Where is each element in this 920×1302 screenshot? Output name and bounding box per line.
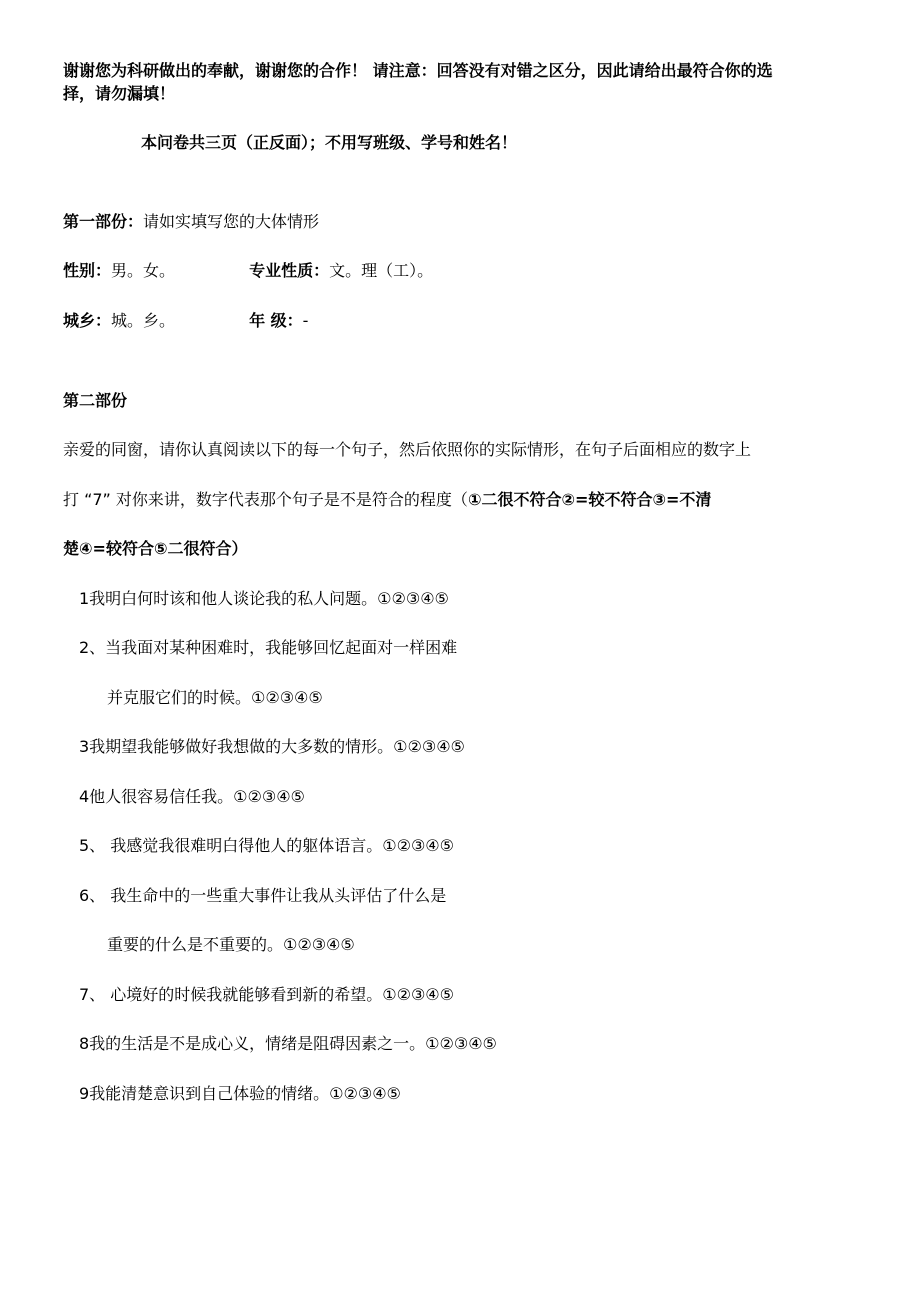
region-options[interactable]: 城。乡。 (111, 311, 176, 330)
major-field (249, 261, 433, 280)
gender-options[interactable]: 男。女。 (111, 261, 176, 280)
part2-instruction-3: 楚④=较符合⑤二很符合） (63, 539, 248, 558)
intro-line-2: 择，请勿漏填！ (63, 84, 176, 103)
part2-instruction-1: 亲爱的同窗，请你认真阅读以下的每一个句子，然后依照你的实际情形，在句子后面相应的数字上 (63, 440, 752, 459)
question-8[interactable]: 8我的生活是不是成心义，情绪是阻碍因素之一。①②③④⑤ (79, 1034, 497, 1053)
region-grade-row (63, 310, 308, 332)
grade-value[interactable]: - (302, 311, 309, 330)
region-field (63, 310, 244, 332)
question-6[interactable]: 6、 我生命中的一些重大事件让我从头评估了什么是 (79, 886, 447, 905)
gender-label: 性别： (63, 261, 112, 280)
gender-field (63, 260, 244, 282)
question-2[interactable]: 2、当我面对某种困难时，我能够回忆起面对一样困难 (79, 638, 458, 657)
question-9[interactable]: 9我能清楚意识到自己体验的情绪。①②③④⑤ (79, 1084, 401, 1103)
part1-title (63, 211, 319, 233)
question-2-continued[interactable]: 并克服它们的时候。①②③④⑤ (107, 688, 323, 707)
question-1[interactable]: 1我明白何时该和他人谈论我的私人问题。①②③④⑤ (79, 589, 449, 608)
part2-instruction-2 (63, 489, 711, 511)
major-options[interactable]: 文。理（工）。 (329, 261, 434, 280)
question-6-continued[interactable]: 重要的什么是不重要的。①②③④⑤ (107, 935, 355, 954)
part2-title: 第二部份 (63, 391, 128, 410)
question-7[interactable]: 7、 心境好的时候我就能够看到新的希望。①②③④⑤ (79, 985, 454, 1004)
grade-label: 年 级： (249, 311, 303, 330)
intro-line-1: 谢谢您为科研做出的奉献，谢谢您的合作！ 请注意：回答没有对错之区分，因此请给出最符合你的选 (63, 61, 773, 80)
question-4[interactable]: 4他人很容易信任我。①②③④⑤ (79, 787, 305, 806)
question-3[interactable]: 3我期望我能够做好我想做的大多数的情形。①②③④⑤ (79, 737, 465, 756)
region-label: 城乡： (63, 311, 112, 330)
scale-legend: ①二很不符合②=较不符合③=不清 (467, 490, 712, 509)
major-label: 专业性质： (249, 261, 330, 280)
gender-major-row (63, 260, 433, 282)
part1-title-label: 第一部份： (63, 212, 144, 231)
grade-field (249, 311, 308, 330)
question-5[interactable]: 5、 我感觉我很难明白得他人的躯体语言。①②③④⑤ (79, 836, 454, 855)
instruction-2-prefix: 打 “7” 对你来讲，数字代表那个句子是不是符合的程度（ (63, 490, 468, 509)
part1-title-text: 请如实填写您的大体情形 (143, 212, 320, 231)
page-note: 本问卷共三页（正反面）；不用写班级、学号和姓名！ (141, 133, 518, 152)
